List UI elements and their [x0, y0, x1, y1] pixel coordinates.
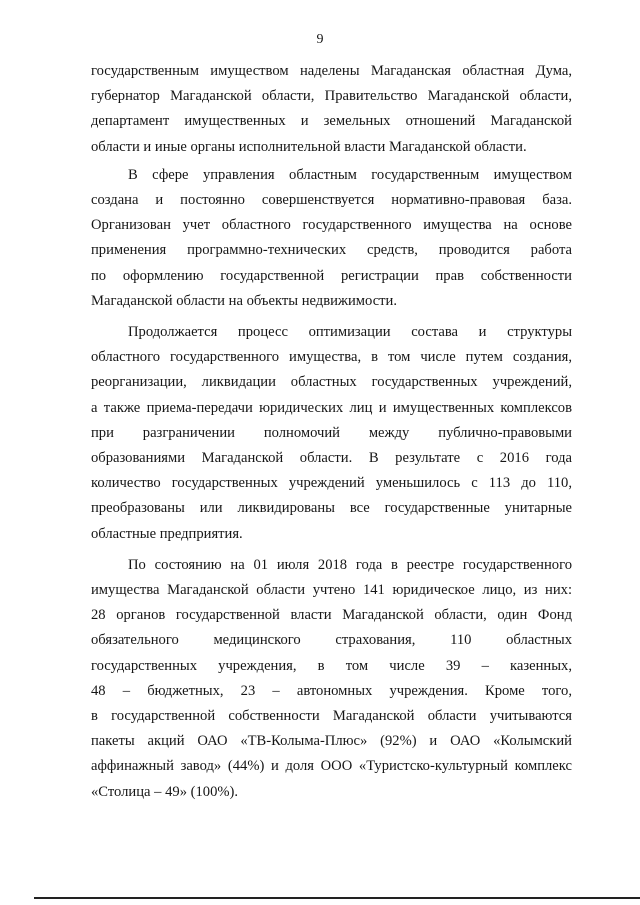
text-line: при разграничении полномочий между публично-правовыми [91, 424, 572, 441]
text-line: департамент имущественных и земельных отношений Магаданской [91, 113, 572, 130]
text-line: областные предприятия. [91, 525, 243, 542]
paragraph-2 [91, 163, 572, 314]
text-line: в государственной собственности Магаданской области учитываются [91, 708, 572, 725]
text-line: Продолжается процесс оптимизации состава и структуры [128, 324, 572, 341]
text-line: областного государственного имущества, в том числе путем создания, [91, 349, 572, 366]
text-line: области и иные органы исполнительной власти Магаданской области. [91, 138, 527, 155]
text-line: По состоянию на 01 июля 2018 года в реестре государственного [128, 556, 572, 573]
text-line: преобразованы или ликвидированы все государственные унитарные [91, 500, 572, 517]
text-line: 48 – бюджетных, 23 – автономных учреждения. Кроме того, [91, 682, 572, 699]
text-line: государственным имуществом наделены Магаданская областная Дума, [91, 63, 572, 79]
text-line: по оформлению государственной регистрации прав собственности [91, 267, 572, 284]
text-line: реорганизации, ликвидации областных государственных учреждений, [91, 374, 572, 391]
text-line: В сфере управления областным государственным имуществом [128, 166, 572, 183]
text-line: имущества Магаданской области учтено 141 юридическое лицо, из них: [91, 582, 572, 599]
text-line: «Столица – 49» (100%). [91, 783, 239, 800]
text-line: губернатор Магаданской области, Правительство Магаданской области, [91, 88, 572, 105]
paragraph-4 [91, 553, 572, 805]
text-line: Магаданской области на объекты недвижимости. [91, 292, 398, 309]
text-line: образованиями Магаданской области. В результате с 2016 года [91, 450, 572, 467]
page-number: 9 [316, 32, 324, 47]
text-line: создана и постоянно совершенствуется нормативно-правовая база. [91, 192, 572, 209]
document-body [91, 59, 572, 805]
paragraph-1 [91, 59, 572, 160]
text-line: Организован учет областного государственного имущества на основе [91, 217, 572, 234]
text-line: а также приема-передачи юридических лиц и имущественных комплексов [91, 399, 572, 416]
page-bottom-rule [34, 897, 640, 899]
paragraph-3 [91, 320, 572, 547]
text-line: аффинажный завод» (44%) и доля ООО «Туристско-культурный комплекс [91, 758, 572, 775]
text-line: пакеты акций ОАО «ТВ-Колыма-Плюс» (92%) и ОАО «Колымский [91, 733, 572, 750]
text-line: государственных учреждения, в том числе 39 – казенных, [91, 657, 572, 674]
text-line: применения программно-технических средств, проводится работа [91, 242, 572, 259]
text-line: количество государственных учреждений уменьшилось с 113 до 110, [91, 475, 572, 492]
text-line: обязательного медицинского страхования, 110 областных [91, 632, 572, 649]
text-line: 28 органов государственной власти Магаданской области, один Фонд [91, 607, 572, 624]
